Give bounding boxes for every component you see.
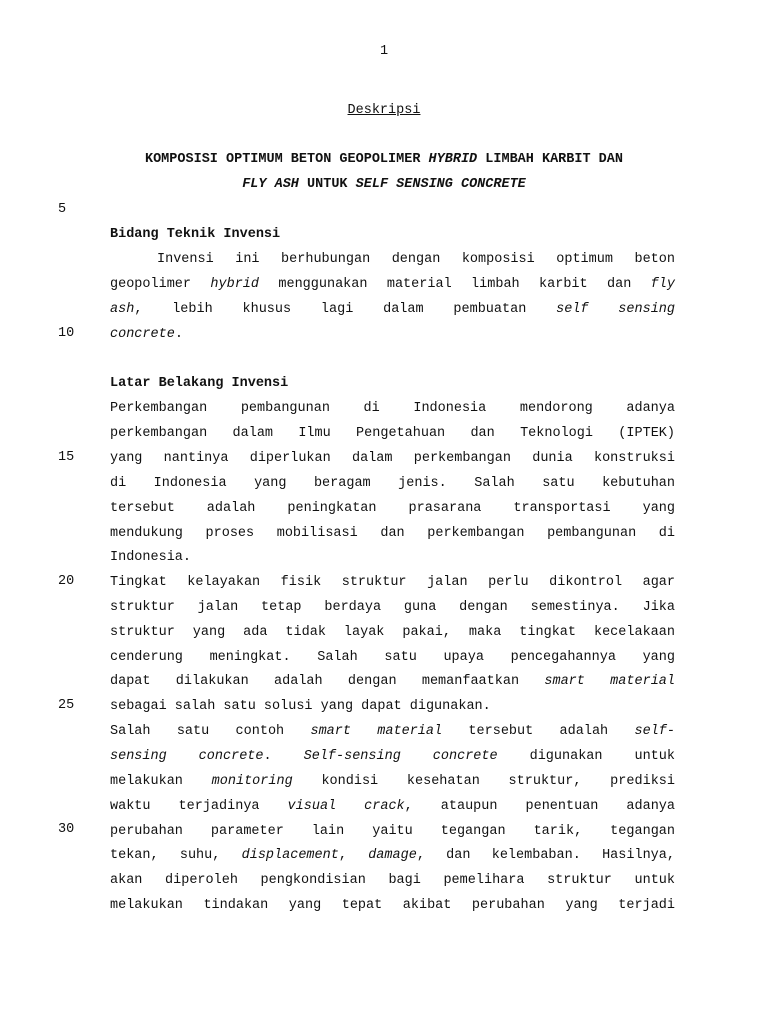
line-number: 20 <box>58 574 75 589</box>
line-number: 10 <box>58 326 75 341</box>
body-text: menggunakan material limbah karbit dan <box>278 277 632 292</box>
body-line: yang nantinya diperlukan dalam perkembangan dunia konstruksi <box>110 451 675 466</box>
invention-title-line-1 <box>0 150 768 170</box>
body-text-italic: self- <box>634 724 675 739</box>
line-number: 15 <box>58 450 75 465</box>
body-line <box>110 747 675 767</box>
body-line: Invensi ini berhubungan dengan komposisi optimum beton <box>157 252 675 267</box>
body-text: , lebih khusus lagi dalam pembuatan <box>134 302 527 317</box>
body-text: , dan kelembaban. Hasilnya, <box>416 848 675 863</box>
body-line <box>110 275 675 295</box>
body-text: , ataupun penentuan adanya <box>404 799 676 814</box>
body-text-italic: self sensing <box>556 302 675 317</box>
body-text-italic: hybrid <box>210 277 259 292</box>
body-text: kondisi kesehatan struktur, prediksi <box>321 774 675 789</box>
body-text-italic: damage <box>368 848 417 863</box>
section-heading: Latar Belakang Invensi <box>110 376 289 391</box>
body-line: mendukung proses mobilisasi dan perkembangan pembangunan di <box>110 526 675 541</box>
body-line: Indonesia. <box>110 550 192 565</box>
body-line: sebagai salah satu solusi yang dapat digunakan. <box>110 699 491 714</box>
title-text: LIMBAH KARBIT DAN <box>485 152 623 167</box>
body-text-italic: fly <box>650 277 675 292</box>
body-text: dapat dilakukan adalah dengan memanfaatkan <box>110 674 520 689</box>
body-text: waktu terjadinya <box>110 799 260 814</box>
body-text-italic: sensing concrete <box>110 749 264 764</box>
body-line: akan diperoleh pengkondisian bagi pemelihara struktur untuk <box>110 873 675 888</box>
body-text-italic: monitoring <box>211 774 293 789</box>
body-text: . <box>263 749 272 764</box>
body-text: . <box>174 327 183 342</box>
body-line <box>110 772 675 792</box>
body-text-italic: displacement <box>241 848 339 863</box>
body-text: tekan, suhu, <box>110 848 221 863</box>
body-text: tersebut adalah <box>468 724 609 739</box>
line-number: 25 <box>58 698 75 713</box>
body-line: struktur yang ada tidak layak pakai, maka tingkat kecelakaan <box>110 625 675 640</box>
body-line <box>110 797 675 817</box>
line-number: 30 <box>58 822 75 837</box>
body-text-italic: ash <box>110 302 135 317</box>
body-line: perubahan parameter lain yaitu tegangan tarik, tegangan <box>110 824 675 839</box>
body-line <box>110 300 675 320</box>
body-text: , <box>338 848 347 863</box>
body-line <box>110 846 675 866</box>
body-text-italic: visual crack <box>287 799 405 814</box>
title-text: KOMPOSISI OPTIMUM BETON GEOPOLIMER <box>144 152 421 167</box>
invention-title-line-2 <box>0 175 768 195</box>
document-heading: Deskripsi <box>347 103 421 118</box>
body-line: di Indonesia yang beragam jenis. Salah satu kebutuhan <box>110 476 675 491</box>
body-text-italic: Self-sensing concrete <box>303 749 498 764</box>
body-text-italic: smart material <box>310 724 443 739</box>
body-text: geopolimer <box>110 277 192 292</box>
body-line: struktur jalan tetap berdaya guna dengan semestinya. Jika <box>110 600 675 615</box>
body-line <box>110 325 675 345</box>
title-text-italic: FLY ASH <box>242 177 299 192</box>
body-line: tersebut adalah peningkatan prasarana transportasi yang <box>110 501 675 516</box>
title-text-italic: HYBRID <box>428 152 478 167</box>
body-text-italic: smart material <box>544 674 675 689</box>
title-text: UNTUK <box>307 177 348 192</box>
body-line: perkembangan dalam Ilmu Pengetahuan dan Teknologi (IPTEK) <box>110 426 675 441</box>
body-line <box>110 672 675 692</box>
body-line: cenderung meningkat. Salah satu upaya pencegahannya yang <box>110 650 675 665</box>
body-line: Perkembangan pembangunan di Indonesia mendorong adanya <box>110 401 675 416</box>
section-heading: Bidang Teknik Invensi <box>110 227 281 242</box>
body-text-italic: concrete <box>110 327 175 342</box>
line-number: 5 <box>58 202 67 217</box>
body-text: Salah satu contoh <box>110 724 285 739</box>
body-line <box>110 722 675 742</box>
body-line: melakukan tindakan yang tepat akibat perubahan yang terjadi <box>110 898 675 913</box>
body-text: melakukan <box>110 774 183 789</box>
title-text-italic: SELF SENSING CONCRETE <box>355 177 526 192</box>
page-number: 1 <box>379 44 389 59</box>
body-line: Tingkat kelayakan fisik struktur jalan perlu dikontrol agar <box>110 575 675 590</box>
body-text: digunakan untuk <box>529 749 675 764</box>
